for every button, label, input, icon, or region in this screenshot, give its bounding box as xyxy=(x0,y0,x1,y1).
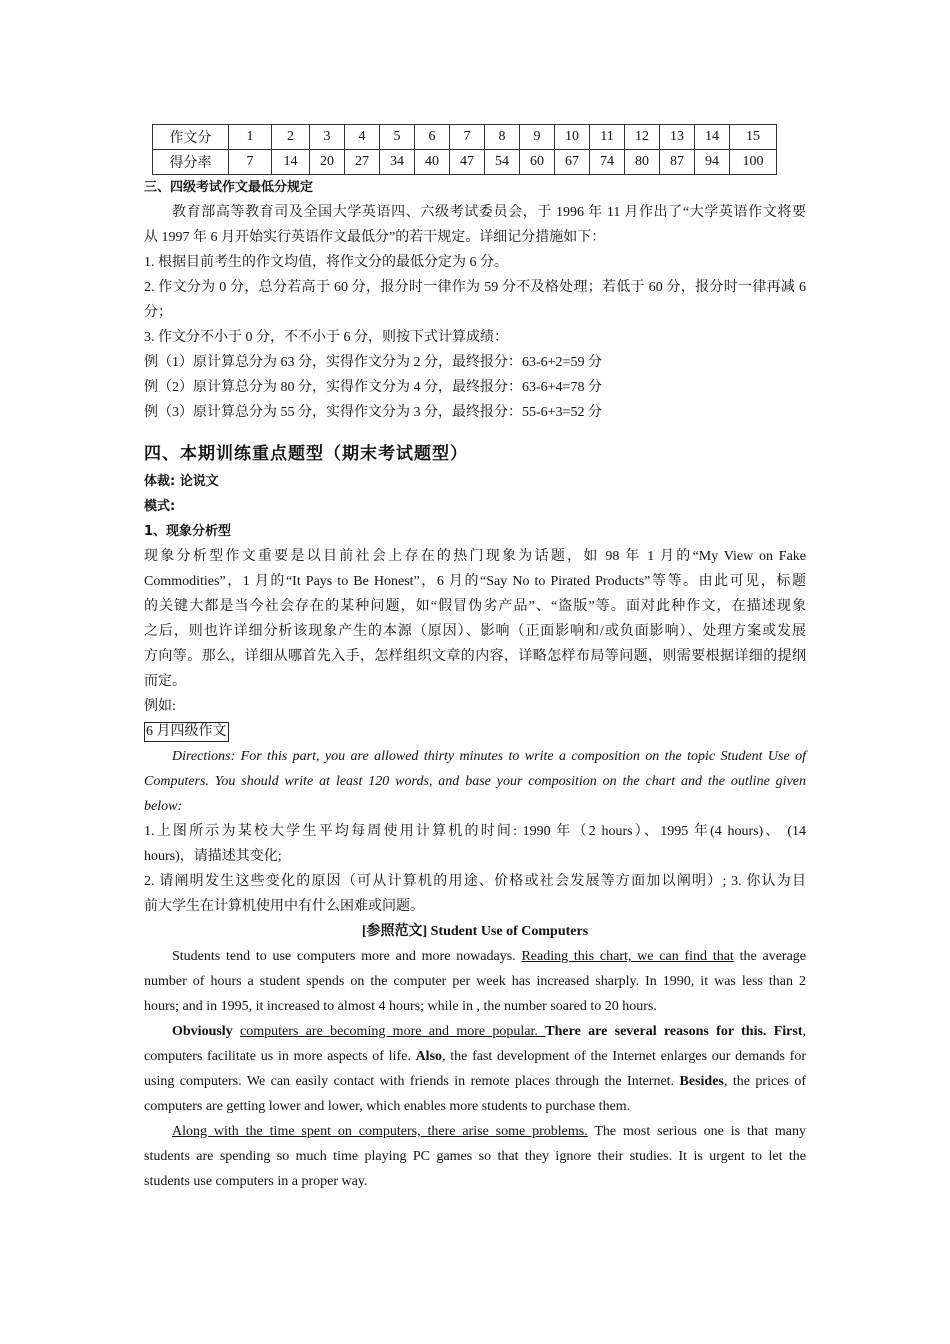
table-cell: 67 xyxy=(555,150,590,175)
essay-line xyxy=(144,1019,806,1044)
example-item: 例（3）原计算总分为 55 分，实得作文分为 3 分，最终报分：55-6+3=52 分 xyxy=(144,405,602,420)
boxed-label: 6 月四级作文 xyxy=(144,722,229,742)
table-cell: 40 xyxy=(415,150,450,175)
paragraph-line: 而定。 xyxy=(144,674,186,689)
table-cell: 20 xyxy=(310,150,345,175)
outline-item: 前大学生在计算机使用中有什么困难或问题。 xyxy=(144,899,424,914)
essay-line: students use computers in a proper way. xyxy=(144,1174,368,1189)
essay-line xyxy=(144,944,806,969)
rule-item: 分； xyxy=(144,305,172,320)
example-item: 例（2）原计算总分为 80 分，实得作文分为 4 分，最终报分：63-6+4=78 分 xyxy=(144,380,602,395)
paragraph-line: 的关键大都是当今社会存在的某种问题，如“假冒伪劣产品”、“盗版”等。面对此种作文，在描述现象 xyxy=(144,599,806,614)
table-cell: 7 xyxy=(229,150,272,175)
row-label: 作文分 xyxy=(153,125,229,150)
table-cell: 94 xyxy=(695,150,730,175)
score-rate-table xyxy=(152,124,777,175)
underlined-phrase: Along with the time spent on computers, there arise some problems. xyxy=(172,1124,588,1139)
essay-line: computers are getting lower and lower, which enables more students to purchase them. xyxy=(144,1099,631,1114)
paragraph-line: 方向等。那么，详细从哪首先入手，怎样组织文章的内容，详略怎样布局等问题，则需要根据详细的提纲 xyxy=(144,649,806,664)
table-cell: 13 xyxy=(660,125,695,150)
table-cell: 100 xyxy=(730,150,777,175)
essay-line xyxy=(144,1119,806,1144)
type1-heading: 1、现象分析型 xyxy=(144,524,232,539)
table-cell: 15 xyxy=(730,125,777,150)
outline-item: 1.上图所示为某校大学生平均每周使用计算机的时间: 1990 年（2 hours）、1995 年(4 hours)、 (14 xyxy=(144,824,806,839)
table-row xyxy=(153,150,777,175)
text-run: the average xyxy=(733,949,806,964)
table-cell: 34 xyxy=(380,150,415,175)
section4-heading: 四、本期训练重点题型（期末考试题型） xyxy=(144,444,468,464)
table-cell: 7 xyxy=(450,125,485,150)
document-page xyxy=(144,124,806,1194)
table-cell: 54 xyxy=(485,150,520,175)
table-cell: 4 xyxy=(345,125,380,150)
essay-line xyxy=(144,1044,806,1069)
table-cell: 2 xyxy=(272,125,310,150)
example-item: 例（1）原计算总分为 63 分，实得作文分为 2 分，最终报分：63-6+2=59 分 xyxy=(144,355,602,370)
outline-item: 2. 请阐明发生这些变化的原因（可从计算机的用途、价格或社会发展等方面加以阐明）; 3. 你认为目 xyxy=(144,874,806,889)
underlined-phrase: computers are becoming more and more popular. xyxy=(240,1024,546,1039)
essay-line: number of hours a student spends on the computer per week has increased sharply. In 1990, it was less than 2 xyxy=(144,974,806,989)
rule-item: 3. 作文分不小于 0 分，不不小于 6 分，则按下式计算成绩： xyxy=(144,330,508,345)
text-run: computers facilitate us in more aspects of life. xyxy=(144,1049,416,1064)
paragraph-line: 现象分析型作文重要是以目前社会上存在的热门现象为话题，如 98 年 1 月的“My View on Fake xyxy=(144,549,806,564)
essay-line xyxy=(144,1069,806,1094)
rule-item: 2. 作文分为 0 分，总分若高于 60 分，报分时一律作为 59 分不及格处理；若低于 60 分，报分时一律再减 6 xyxy=(144,280,806,295)
text-run: , the prices of xyxy=(723,1074,806,1089)
paragraph-line: 教育部高等教育司及全国大学英语四、六级考试委员会，于 1996 年 11 月作出了“大学英语作文将要 xyxy=(172,205,806,220)
table-cell: 3 xyxy=(310,125,345,150)
rule-item: 1. 根据目前考生的作文均值，将作文分的最低分定为 6 分。 xyxy=(144,255,508,270)
paragraph-line: Commodities”，1 月的“It Pays to Be Honest”，6 月的“Say No to Pirated Products”等等。由此可见，标题 xyxy=(144,574,806,589)
table-cell: 9 xyxy=(520,125,555,150)
directions-line: Directions: For this part, you are allowed thirty minutes to write a composition on the topic Student Use of xyxy=(172,749,806,764)
table-cell: 12 xyxy=(625,125,660,150)
text-run: The most serious one is that many xyxy=(587,1124,806,1139)
bold-phrase: Besides xyxy=(679,1074,724,1089)
paragraph-line: 之后，则也许详细分析该现象产生的本源（原因）、影响（正面影响和/或负面影响）、处理方案或发展 xyxy=(144,624,806,639)
table-cell: 87 xyxy=(660,150,695,175)
row-label: 得分率 xyxy=(153,150,229,175)
genre-line xyxy=(144,469,806,494)
essay-line: students are spending so much time playing PC games so that they ignore their studies. It is urgent to let the xyxy=(144,1149,806,1164)
directions-line: Computers. You should write at least 120 words, and base your composition on the chart and the outline given xyxy=(144,774,806,789)
boxed-label-line xyxy=(144,719,806,744)
text-run: using computers. We can easily contact with friends in remote places through the Internet. xyxy=(144,1074,680,1089)
paragraph-line: 从 1997 年 6 月开始实行英语作文最低分”的若干规定。详细记分措施如下： xyxy=(144,230,606,245)
table-cell: 74 xyxy=(590,150,625,175)
section3-heading: 三、四级考试作文最低分规定 xyxy=(144,180,314,195)
table-cell: 14 xyxy=(695,125,730,150)
model-essay-title: [参照范文] Student Use of Computers xyxy=(361,924,589,939)
bold-phrase: Obviously xyxy=(172,1024,233,1039)
bold-phrase: Also xyxy=(415,1049,443,1064)
genre-value: 论说文 xyxy=(179,474,219,489)
table-cell: 47 xyxy=(450,150,485,175)
table-cell: 8 xyxy=(485,125,520,150)
table-cell: 60 xyxy=(520,150,555,175)
table-cell: 1 xyxy=(229,125,272,150)
outline-item: hours)，请描述其变化; xyxy=(144,849,282,864)
table-cell: 6 xyxy=(415,125,450,150)
text-run: , xyxy=(802,1024,807,1039)
table-cell: 11 xyxy=(590,125,625,150)
essay-line: hours; and in 1995, it increased to almost 4 hours; while in , the number soared to 20 hours. xyxy=(144,999,657,1014)
directions-line: below: xyxy=(144,799,183,814)
example-label: 例如: xyxy=(144,699,176,714)
text-run: , the fast development of the Internet enlarges our demands for xyxy=(442,1049,806,1064)
table-cell: 5 xyxy=(380,125,415,150)
text-run: Students tend to use computers more and more nowadays. xyxy=(172,949,522,964)
mode-label: 模式: xyxy=(144,499,176,514)
table-cell: 10 xyxy=(555,125,590,150)
genre-label: 体裁: xyxy=(144,474,176,489)
underlined-phrase: Reading this chart, we can find that xyxy=(521,949,734,964)
table-cell: 80 xyxy=(625,150,660,175)
table-cell: 27 xyxy=(345,150,380,175)
bold-phrase: There are several reasons for this. First xyxy=(545,1024,803,1039)
table-cell: 14 xyxy=(272,150,310,175)
table-row xyxy=(153,125,777,150)
